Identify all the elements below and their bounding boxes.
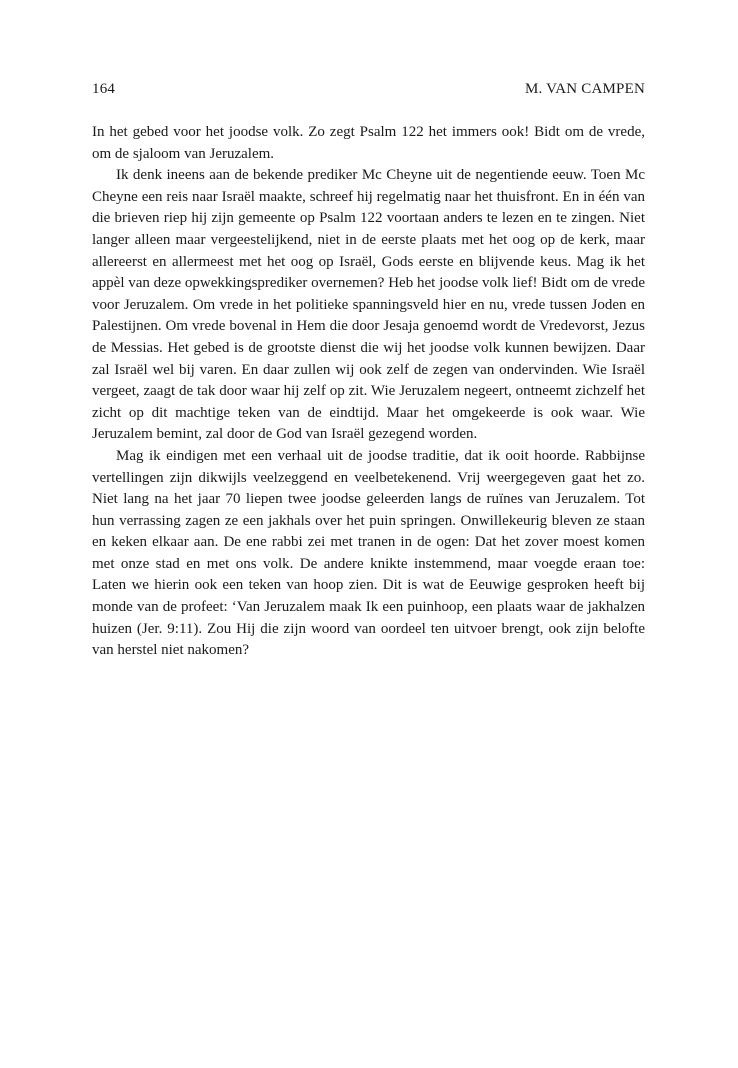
body-text (92, 122, 645, 662)
page-number: 164 (92, 81, 116, 97)
paragraph: Ik denk ineens aan de bekende prediker Mc Cheyne uit de negentiende eeuw. Toen Mc Cheyne een reis naar Israël maakte, schreef hij regelmatig naar het thuisfront. En in één van die brieven riep hij zijn gemeente op Psalm 122 voortaan anders te lezen en te zingen. Niet langer alleen maar vergeestelijkend, niet in de eerste plaats met het oog op de kerk, maar allereerst en allermeest met het oog op Israël, Gods eerste en blijvende keus. Mag ik het appèl van deze opwekkingsprediker overnemen? Heb het joodse volk lief! Bidt om de vrede voor Jeruzalem. Om vrede in het politieke spanningsveld hier en nu, vrede tussen Joden en Palestijnen. Om vrede bovenal in Hem die door Jesaja genoemd wordt de Vredevorst, Jezus de Messias. Het gebed is de grootste dienst die wij het joodse volk kunnen bewijzen. Daar zal Israël wel bij varen. En daar zullen wij ook zelf de zegen van ondervinden. Wie Israël vergeet, zaagt de tak door waar hij zelf op zit. Wie Jeruzalem negeert, ontneemt zichzelf het zicht op dit machtige teken van de eindtijd. Maar het omgekeerde is ook waar. Wie Jeruzalem bemint, zal door de God van Israël gezegend worden. (92, 167, 645, 443)
running-head (92, 79, 645, 99)
paragraph: Mag ik eindigen met een verhaal uit de joodse traditie, dat ik ooit hoorde. Rabbijnse vertellingen zijn dikwijls veelzeggend en veelbetekenend. Vrij weergegeven gaat het zo. Niet lang na het jaar 70 liepen twee joodse geleerden langs de ruïnes van Jeruzalem. Tot hun verrassing zagen ze een jakhals over het puin springen. Onwillekeurig bleven ze staan en keken elkaar aan. De ene rabbi zei met tranen in de ogen: Dat het zover moest komen met onze stad en met ons volk. De andere knikte instemmend, maar voegde eraan toe: Laten we hierin ook een teken van hoop zien. Dit is wat de Eeuwige gesproken heeft bij monde van de profeet: ‘Van Jeruzalem maak Ik een puinhoop, een plaats waar de jakhalzen huizen (Jer. 9:11). Zou Hij die zijn woord van oordeel ten uitvoer brengt, ook zijn belofte van herstel niet nakomen? (92, 447, 645, 659)
paragraph: In het gebed voor het joodse volk. Zo zegt Psalm 122 het immers ook! Bidt om de vrede, om de sjaloom van Jeruzalem. (92, 124, 645, 162)
running-title: M. VAN CAMPEN (525, 81, 645, 97)
